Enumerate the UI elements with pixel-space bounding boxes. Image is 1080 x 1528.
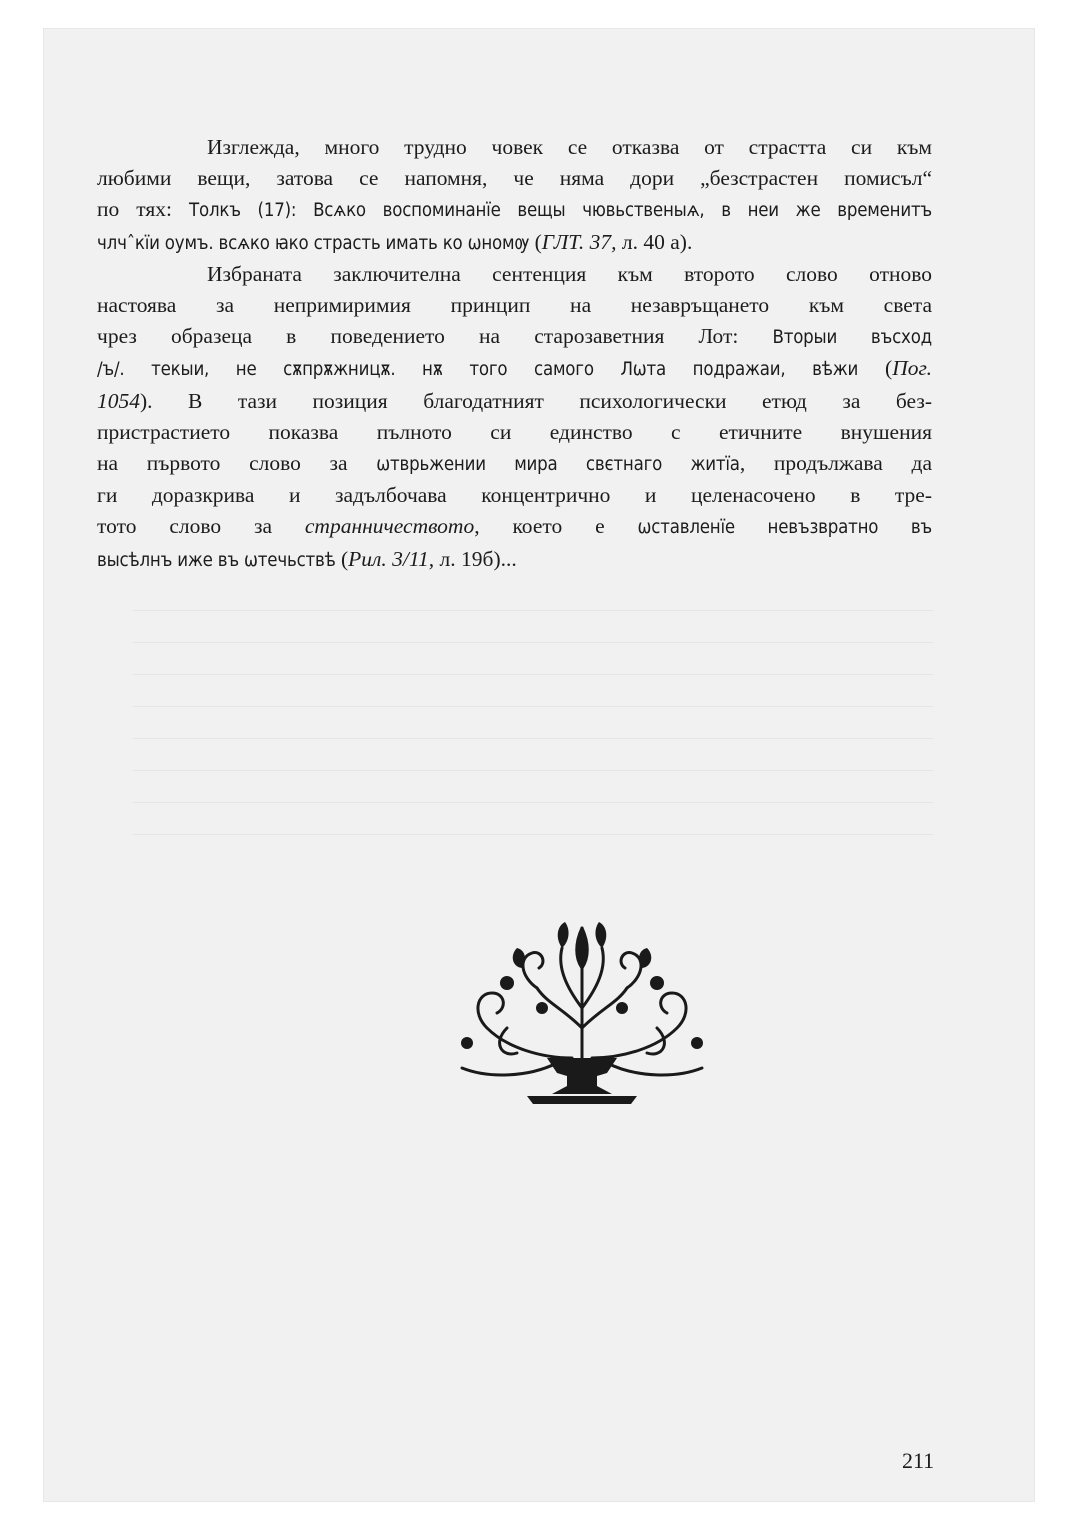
paragraph-1 xyxy=(97,132,932,259)
text-line: Избраната заключителна сентенция към второто слово отново xyxy=(207,261,932,286)
text-line: /ъ/. текыи, не сѫпрѫжницѫ. нѫ того самого Лωта подражаи, вѣжи (Пог. xyxy=(97,356,932,381)
text-line: тото слово за странничеството, което е ωставленїе невъзвратно въ xyxy=(97,514,932,539)
text-line: Изглежда, много трудно човек се отказва от страстта си към xyxy=(207,135,932,159)
text-line: любими вещи, затова се напомня, че няма дори „безстрастен помисъл“ xyxy=(97,166,932,191)
book-page xyxy=(43,28,1035,1502)
text-line: чрез образеца в поведението на старозаветния Лот: Вторыи въсход xyxy=(97,324,932,349)
floral-ornament-icon xyxy=(447,908,717,1108)
text-line: настоява за непримиримия принцип на незавръщането към света xyxy=(97,293,932,318)
text-line: по тях: Толкъ (17): Всѧко воспоминанїе вещы чювьственыѧ, в неи же временитъ xyxy=(97,197,932,222)
body-text xyxy=(97,132,932,576)
text-line: на първото слово за ωтврьжении мира свєтнаго житїа, продължава да xyxy=(97,451,932,476)
paragraph-2 xyxy=(97,259,932,576)
page-number: 211 xyxy=(902,1448,935,1473)
text-line: члчˆкїи оумъ. всѧко ꙗко страсть имать ко ωномѹ (ГЛТ. 37, л. 40 а). xyxy=(97,229,693,254)
text-line: высѣлнъ иже въ ωтечьствѣ (Рил. 3/11, л. 19б)... xyxy=(97,546,517,571)
text-line: ги доразкрива и задълбочава концентрично и целенасочено в тре- xyxy=(97,483,932,508)
text-line: 1054). В тази позиция благодатният психологически етюд за без- xyxy=(97,388,932,413)
text-line: пристрастието показва пълното си единство с етичните внушения xyxy=(97,419,932,444)
